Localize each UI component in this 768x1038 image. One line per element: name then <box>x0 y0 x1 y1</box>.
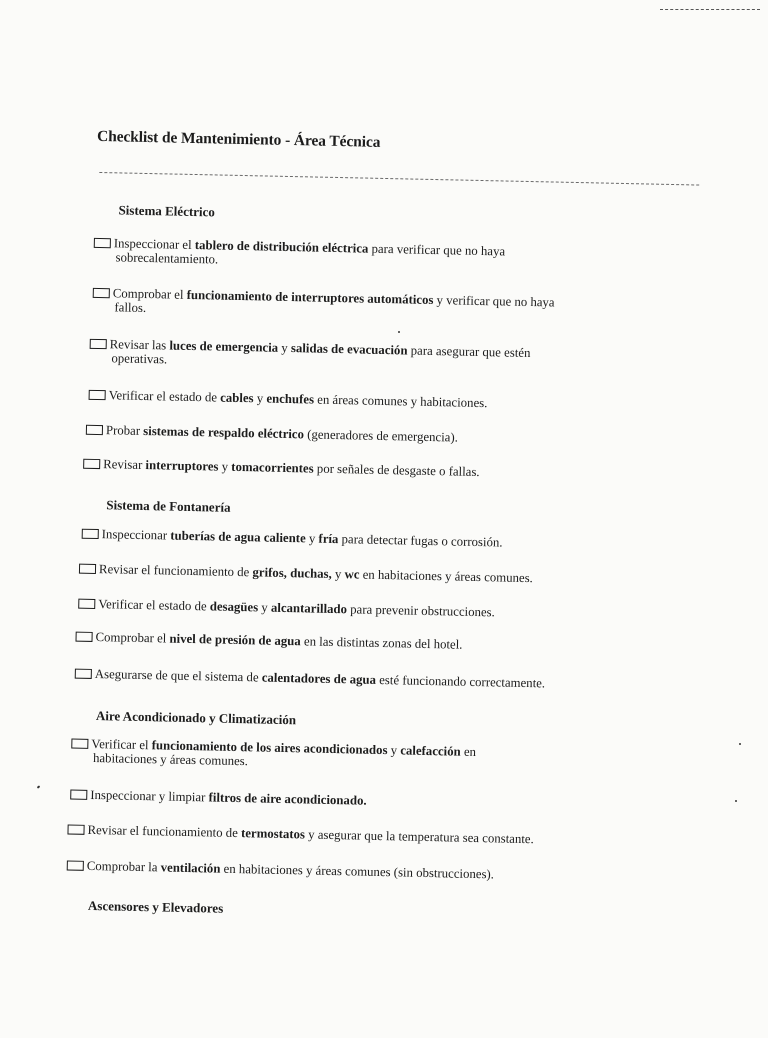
item-text: esté funcionando correctamente. <box>375 672 546 691</box>
checkbox[interactable] <box>70 790 87 800</box>
checklist-item <box>82 527 503 550</box>
item-text: Inspeccionar <box>101 527 171 543</box>
item-text: para asegurar que estén <box>407 343 531 361</box>
item-text: (generadores de emergencia). <box>303 427 459 445</box>
item-text-bold: tomacorrientes <box>231 459 314 476</box>
checkbox[interactable] <box>83 459 100 469</box>
scan-mark <box>660 9 760 10</box>
item-text-bold: tablero de distribución eléctrica <box>194 238 369 256</box>
item-text-bold: filtros de aire acondicionado. <box>208 790 367 808</box>
item-text-bold: enchufes <box>266 391 315 407</box>
item-text: y <box>258 600 272 615</box>
item-text: Revisar <box>103 457 146 473</box>
item-text: para detectar fugas o corrosión. <box>338 532 503 550</box>
item-text: Verificar el estado de <box>98 597 210 614</box>
scan-speck <box>739 743 741 745</box>
item-text: en áreas comunes y habitaciones. <box>313 392 488 411</box>
checklist-item <box>67 822 534 846</box>
item-text: para prevenir obstrucciones. <box>346 602 495 620</box>
item-text-bold: fría <box>318 531 339 547</box>
item-text-bold: alcantarillado <box>270 600 348 617</box>
item-text: Verificar el estado de <box>108 388 221 405</box>
item-text: en <box>460 744 477 760</box>
item-text: Verificar el <box>91 736 152 753</box>
item-text: en las distintas zonas del hotel. <box>300 634 463 652</box>
checkbox[interactable] <box>86 425 103 435</box>
item-text-bold: calentadores de agua <box>261 670 377 687</box>
section-heading: Ascensores y Elevadores <box>87 897 224 916</box>
scan-speck <box>398 331 400 333</box>
scan-speck <box>735 800 737 802</box>
item-text-bold: luces de emergencia <box>169 338 279 355</box>
item-text: en habitaciones y áreas comunes (sin obstrucciones). <box>220 861 495 882</box>
item-text: y <box>253 391 267 406</box>
checkbox[interactable] <box>90 339 107 349</box>
checklist-item <box>83 457 480 479</box>
checkbox[interactable] <box>75 632 92 642</box>
item-text-bold: cables <box>220 390 254 406</box>
item-text-continuation: sobrecalentamiento. <box>115 250 219 267</box>
checklist-item <box>89 337 530 374</box>
item-text-bold: desagües <box>209 599 259 615</box>
item-text: y <box>218 459 232 474</box>
item-text: en habitaciones y áreas comunes. <box>359 567 533 586</box>
section-heading: Sistema Eléctrico <box>118 202 216 220</box>
checkbox[interactable] <box>89 390 106 400</box>
item-text-bold: funcionamiento de interruptores automáticos <box>186 287 434 308</box>
item-text: Asegurarse de que el sistema de <box>94 667 262 685</box>
item-text-bold: nivel de presión de agua <box>169 631 301 649</box>
item-text-bold: funcionamiento de los aires acondicionados <box>151 738 388 758</box>
item-text: Comprobar el <box>112 286 187 302</box>
item-text-continuation: habitaciones y áreas comunes. <box>92 750 249 769</box>
section-heading: Aire Acondicionado y Climatización <box>95 708 297 728</box>
checkbox[interactable] <box>79 564 96 574</box>
item-text-bold: interruptores <box>145 458 219 474</box>
item-text-bold: ventilación <box>160 860 221 876</box>
item-text: Probar <box>105 423 144 438</box>
checklist-item <box>89 388 488 410</box>
item-text: para verificar que no haya <box>368 241 506 259</box>
checklist-item <box>67 858 494 881</box>
item-text-bold: tuberías de agua caliente <box>170 528 306 546</box>
item-text: Revisar el funcionamiento de <box>98 562 253 580</box>
item-text: y <box>331 566 345 582</box>
checklist-item <box>75 667 546 691</box>
checklist-item <box>79 562 533 586</box>
checkbox[interactable] <box>94 238 111 248</box>
checklist-item <box>71 737 476 773</box>
item-text-bold: grifos, duchas, <box>252 565 332 581</box>
item-text: y asegurar que la temperatura sea constante. <box>304 827 534 847</box>
item-text: Revisar las <box>109 337 170 353</box>
checkbox[interactable] <box>78 599 95 609</box>
checkbox[interactable] <box>71 739 88 749</box>
item-text-bold: sistemas de respaldo eléctrico <box>143 423 305 442</box>
item-text: por señales de desgaste o fallas. <box>313 461 480 480</box>
item-text: y <box>387 743 401 758</box>
item-text-bold: termostatos <box>240 826 306 842</box>
item-text-bold: wc <box>344 567 360 582</box>
checklist-item <box>92 286 554 324</box>
item-text-continuation: fallos. <box>114 300 147 316</box>
title-divider <box>99 172 699 186</box>
checklist-item <box>86 423 458 445</box>
item-text: y <box>305 531 319 546</box>
item-text: Comprobar la <box>86 858 161 875</box>
item-text: Comprobar el <box>95 630 170 646</box>
item-text: Inspeccionar y limpiar <box>90 787 209 805</box>
item-text-bold: calefacción <box>400 743 461 759</box>
checkbox[interactable] <box>67 860 84 870</box>
checklist-item <box>75 630 462 652</box>
checklist-item <box>93 236 505 273</box>
section-heading: Sistema de Fontanería <box>106 497 231 515</box>
checkbox[interactable] <box>67 824 84 834</box>
item-text: Revisar el funcionamiento de <box>87 822 242 841</box>
checkbox[interactable] <box>75 669 92 679</box>
checkbox[interactable] <box>82 529 99 539</box>
checkbox[interactable] <box>93 288 110 298</box>
checklist-item <box>70 788 367 808</box>
item-text: y verificar que no haya <box>433 293 555 310</box>
item-text-bold: salidas de evacuación <box>290 341 408 358</box>
item-text-continuation: operativas. <box>111 351 168 367</box>
document-title: Checklist de Mantenimiento - Área Técnica <box>96 127 381 151</box>
item-text: Inspeccionar el <box>113 236 195 253</box>
checklist-item <box>78 597 495 620</box>
item-text: y <box>278 340 292 356</box>
